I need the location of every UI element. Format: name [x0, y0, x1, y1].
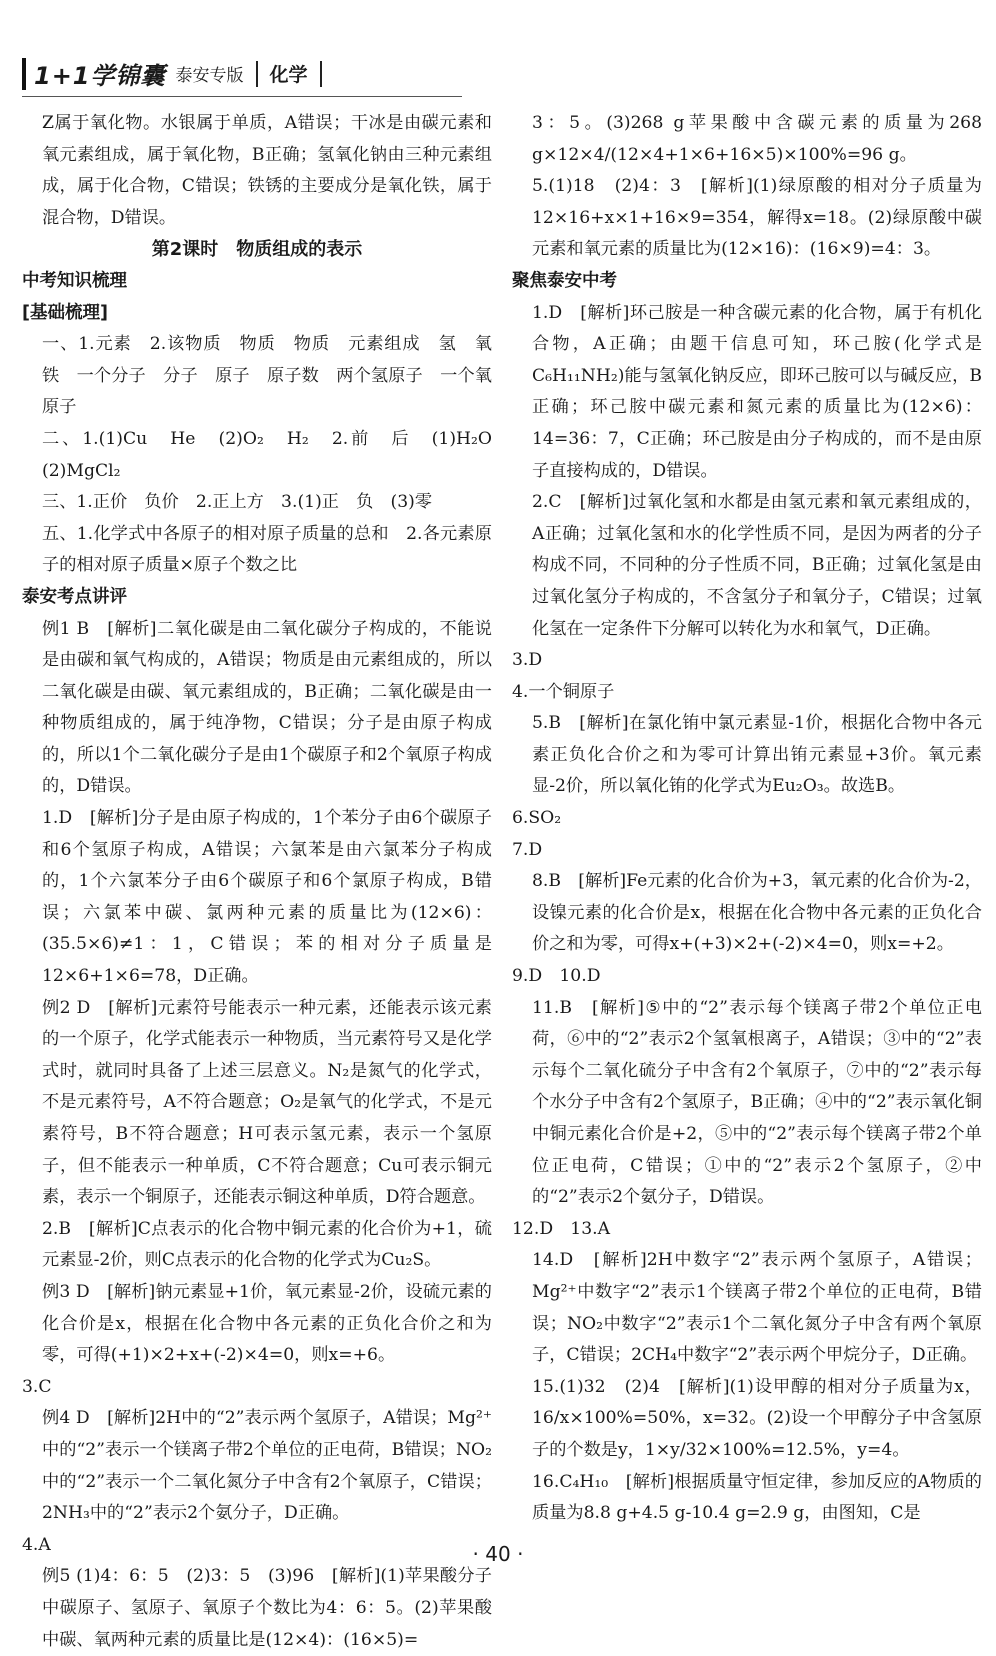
- answer-paragraph: 例3 D [解析]钠元素显+1价，氧元素显-2价，设硫元素的化合价是x，根据在化合物中各元素的正负化合价之和为零，可得(+1)×2+x+(-2)×4=0，则x=+6。: [42, 1281, 492, 1366]
- answer-paragraph: 9.D 10.D: [512, 966, 601, 987]
- left-column: [22, 108, 510, 1656]
- header-separator: [256, 61, 258, 87]
- section-heading: [基础梳理]: [22, 302, 108, 323]
- answer-paragraph: 2.C [解析]过氧化氢和水都是由氢元素和氧元素组成的，A正确；过氧化氢和水的化学性质不同，是因为两者的分子构成不同，不同种的分子性质不同，B正确；过氧化氢是由过氧化氢分子构成的，不含氢分子和氧分子，C错误；过氧化氢在一定条件下分解可以转化为水和氧气，D正确。: [532, 492, 982, 639]
- answer-paragraph: 4.一个铜原子: [512, 681, 615, 702]
- answer-paragraph: 一、1.元素 2.该物质 物质 物质 元素组成 氢 氧 铁 一个分子 分子 原子 原子数 两个氢原子 一个氧原子: [42, 334, 510, 418]
- answer-paragraph: 3.C: [22, 1376, 52, 1397]
- subject-label: 化学: [269, 64, 308, 86]
- answer-paragraph: 16.C₄H₁₀ [解析]根据质量守恒定律，参加反应的A物质的质量为8.8 g+4.5 g-10.4 g=2.9 g，由图知，C是: [532, 1471, 982, 1524]
- answer-paragraph: 二、1.(1)Cu He (2)O₂ H₂ 2.前 后 (1)H₂O (2)MgCl₂: [42, 428, 510, 481]
- answer-paragraph: 3.D: [512, 650, 543, 671]
- answer-paragraph: 7.D: [512, 839, 543, 860]
- section-heading: 泰安考点讲评: [22, 586, 127, 607]
- header-bar: [22, 58, 26, 90]
- answer-paragraph: 12.D 13.A: [512, 1218, 611, 1239]
- answer-paragraph: 5.(1)18 (2)4：3 [解析](1)绿原酸的相对分子质量为12×16+x×1+16×9=354，解得x=18。(2)绿原酸中碳元素和氧元素的质量比为(12×16)：(16×9)=4：3。: [532, 176, 982, 260]
- answer-paragraph: 2.B [解析]C点表示的化合物中铜元素的化合价为+1，硫元素显-2价，则C点表示的化合物的化学式为Cu₂S。: [42, 1218, 492, 1271]
- header-separator: [320, 61, 322, 87]
- lesson-title: 第2课时 物质组成的表示: [151, 239, 363, 261]
- section-heading: 聚焦泰安中考: [512, 270, 617, 291]
- header-rule: [22, 96, 462, 97]
- answer-paragraph: 3：5。(3)268 g苹果酸中含碳元素的质量为268 g×12×4/(12×4+1×6+16×5)×100%=96 g。: [532, 113, 982, 165]
- answer-paragraph: 三、1.正价 负价 2.正上方 3.(1)正 负 (3)零: [42, 492, 433, 513]
- answer-paragraph: 8.B [解析]Fe元素的化合价为+3，氧元素的化合价为-2，设镍元素的化合价是x，根据在化合物中各元素的正负化合价之和为零，可得x+(+3)×2+(-2)×4=0，则x=+2。: [532, 871, 982, 955]
- answer-paragraph: 15.(1)32 (2)4 [解析](1)设甲醇的相对分子质量为x，16/x×100%=50%，x=32。(2)设一个甲醇分子中含氢原子的个数是y，1×y/32×100%=12.5%，y=4。: [532, 1376, 982, 1460]
- answer-paragraph: 例2 D [解析]元素符号能表示一种元素，还能表示该元素的一个原子，化学式能表示一种物质，当元素符号又是化学式时，就同时具备了上述三层意义。N₂是氮气的化学式，不是元素符号，A不符合题意；O₂是氧气的化学式，不是元素符号，B不符合题意；H可表示氢元素，表示一个氢原子，但不能表示一种单质，C不符合题意；Cu可表示铜元素，表示一个铜原子，还能表示铜这种单质，D符合题意。: [42, 997, 492, 1208]
- answer-paragraph: 11.B [解析]⑤中的“2”表示每个镁离子带2个单位正电荷，⑥中的“2”表示2个氢氧根离子，A错误；③中的“2”表示每个二氧化硫分子中含有2个氧原子，⑦中的“2”表示每个水分子中含有2个氢原子，B正确；④中的“2”表示氧化铜中铜元素化合价是+2，⑤中的“2”表示每个镁离子带2个单位正电荷，C错误；①中的“2”表示2个氢原子，②中的“2”表示2个氨分子，D错误。: [532, 997, 982, 1208]
- answer-paragraph: 14.D [解析]2H中数字“2”表示两个氢原子，A错误；Mg²⁺中数字“2”表示1个镁离子带2个单位的正电荷，B错误；NO₂中数字“2”表示1个二氧化氮分子中含有两个氧原子，C错误；2CH₄中数字“2”表示两个甲烷分子，D正确。: [532, 1250, 982, 1366]
- answer-paragraph: 5.B [解析]在氯化铕中氯元素显-1价，根据化合物中各元素正负化合价之和为零可计算出铕元素显+3价。氧元素显-2价，所以氧化铕的化学式为Eu₂O₃。故选B。: [532, 713, 982, 797]
- section-heading: 中考知识梳理: [22, 270, 127, 291]
- edition-label: 泰安专版: [175, 66, 244, 86]
- answer-paragraph: 五、1.化学式中各原子的相对原子质量的总和 2.各元素原子的相对原子质量×原子个数之比: [42, 523, 492, 576]
- answer-paragraph: Z属于氧化物。水银属于单质，A错误；干冰是由碳元素和氧元素组成，属于氧化物，B正确；氢氧化钠由三种元素组成，属于化合物，C错误；铁锈的主要成分是氧化铁，属于混合物，D错误。: [42, 113, 492, 228]
- answer-paragraph: 例5 (1)4：6：5 (2)3：5 (3)96 [解析](1)苹果酸分子中碳原子、氢原子、氧原子个数比为4：6：5。(2)苹果酸中碳、氧两种元素的质量比是(12×4)：(16×5)=: [42, 1566, 492, 1650]
- right-column: [512, 108, 982, 1530]
- answer-paragraph: 4.A: [22, 1534, 51, 1555]
- answer-paragraph: 6.SO₂: [512, 808, 562, 829]
- answer-paragraph: 1.D [解析]分子是由原子构成的，1个苯分子由6个碳原子和6个氢原子构成，A错误；六氯苯是由六氯苯分子构成的，1个六氯苯分子由6个碳原子和6个氯原子构成，B错误；六氯苯中碳、氯两种元素的质量比为(12×6)：(35.5×6)≠1：1，C错误；苯的相对分子质量是12×6+1×6=78，D正确。: [42, 808, 492, 987]
- page-header: [22, 56, 334, 91]
- answer-paragraph: 1.D [解析]环己胺是一种含碳元素的化合物，属于有机化合物，A正确；由题干信息可知，环己胺(化学式是C₆H₁₁NH₂)能与氢氧化钠反应，即环己胺可以与碱反应，B正确；环己胺中碳元素和氮元素的质量比为(12×6)：14=36：7，C正确；环己胺是由分子构成的，而不是由原子直接构成的，D错误。: [532, 302, 982, 481]
- answer-paragraph: 例4 D [解析]2H中的“2”表示两个氢原子，A错误；Mg²⁺中的“2”表示一个镁离子带2个单位的正电荷，B错误；NO₂中的“2”表示一个二氧化氮分子中含有2个氧原子，C错误；2NH₃中的“2”表示2个氨分子，D正确。: [42, 1408, 492, 1524]
- brand-logo: 1+1学锦囊: [34, 62, 166, 90]
- page-number: · 40 ·: [472, 1542, 524, 1566]
- answer-paragraph: 例1 B [解析]二氧化碳是由二氧化碳分子构成的，不能说是由碳和氧气构成的，A错误；物质是由元素组成的，所以二氧化碳是由碳、氧元素组成的，B正确；二氧化碳是由一种物质组成的，属于纯净物，C错误；分子是由原子构成的，所以1个二氧化碳分子是由1个碳原子和2个氧原子构成的，D错误。: [42, 618, 492, 797]
